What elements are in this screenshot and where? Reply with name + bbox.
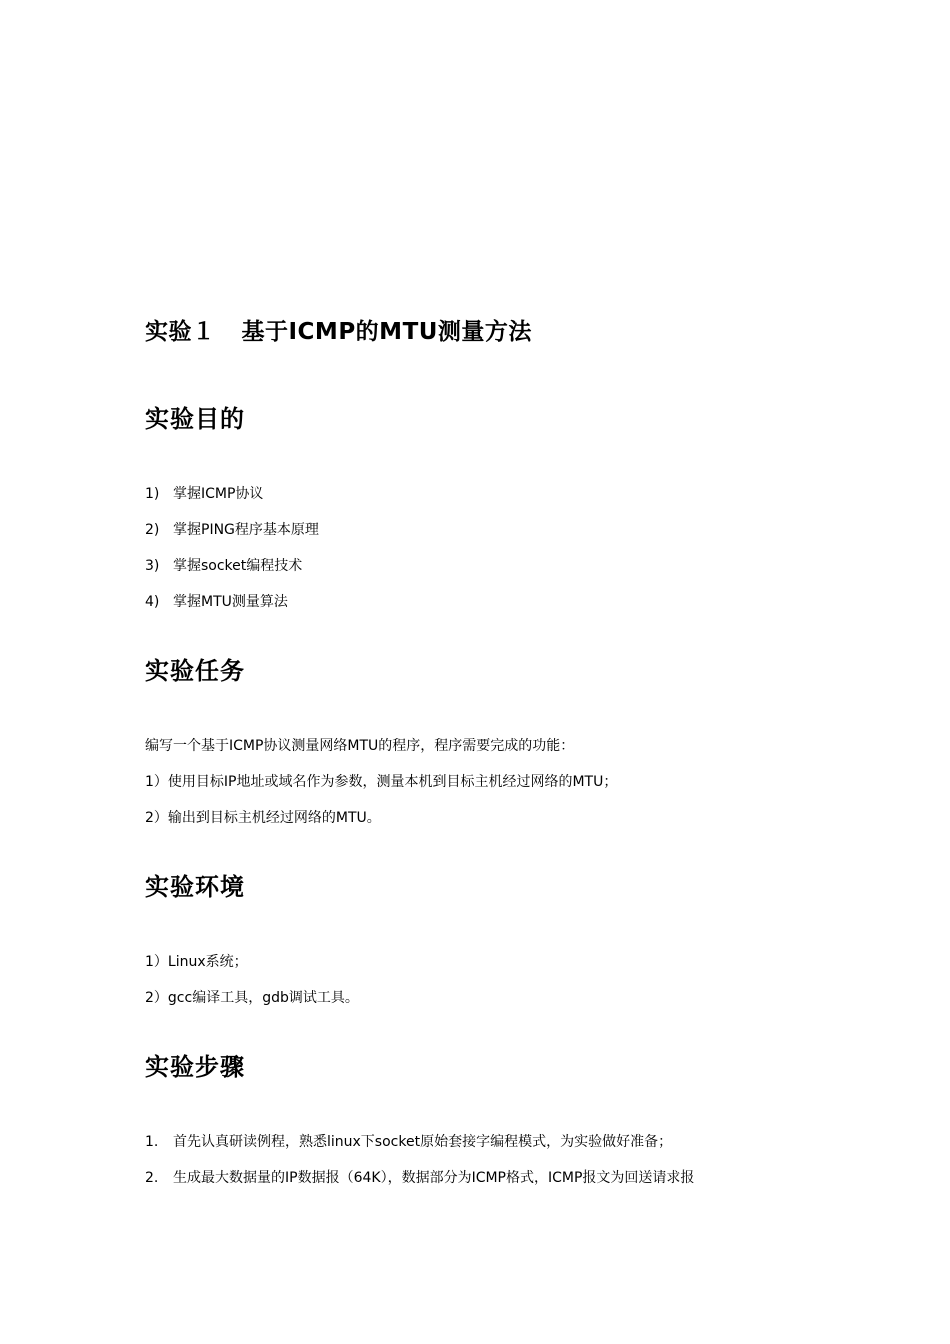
- step-text: 生成最大数据量的IP数据报（64K），数据部分为ICMP格式，ICMP报文为回送请求报: [173, 1170, 695, 1186]
- task-line: 2）输出到目标主机经过网络的MTU。: [145, 810, 381, 826]
- purpose-item-number: 2): [145, 522, 160, 538]
- purpose-item: [145, 520, 319, 540]
- purpose-item-text: 掌握ICMP协议: [173, 486, 264, 502]
- purpose-item: [145, 484, 263, 504]
- purpose-item-text: 掌握PING程序基本原理: [173, 522, 319, 538]
- step-item: [145, 1168, 694, 1188]
- environment-line: 1）Linux系统；: [145, 954, 248, 970]
- purpose-item: [145, 592, 288, 612]
- step-item: [145, 1132, 672, 1152]
- purpose-heading: 实验目的: [145, 405, 245, 433]
- experiment-title: 基于ICMP的MTU测量方法: [241, 319, 532, 345]
- task-line: 编写一个基于ICMP协议测量网络MTU的程序，程序需要完成的功能：: [145, 738, 575, 754]
- purpose-item-number: 1): [145, 486, 160, 502]
- purpose-item-number: 3): [145, 558, 160, 574]
- purpose-item-text: 掌握MTU测量算法: [173, 594, 288, 610]
- step-number: 2.: [145, 1170, 159, 1186]
- purpose-item: [145, 556, 302, 576]
- step-text: 首先认真研读例程，熟悉linux下socket原始套接字编程模式，为实验做好准备；: [173, 1134, 673, 1150]
- step-number: 1.: [145, 1134, 159, 1150]
- task-heading: 实验任务: [145, 657, 245, 685]
- experiment-number: 实验１: [145, 319, 216, 345]
- purpose-item-text: 掌握socket编程技术: [173, 558, 303, 574]
- task-line: 1）使用目标IP地址或域名作为参数，测量本机到目标主机经过网络的MTU；: [145, 774, 618, 790]
- document-title: [145, 316, 532, 348]
- steps-heading: 实验步骤: [145, 1053, 245, 1081]
- environment-line: 2）gcc编译工具，gdb调试工具。: [145, 990, 359, 1006]
- environment-heading: 实验环境: [145, 873, 245, 901]
- purpose-item-number: 4): [145, 594, 160, 610]
